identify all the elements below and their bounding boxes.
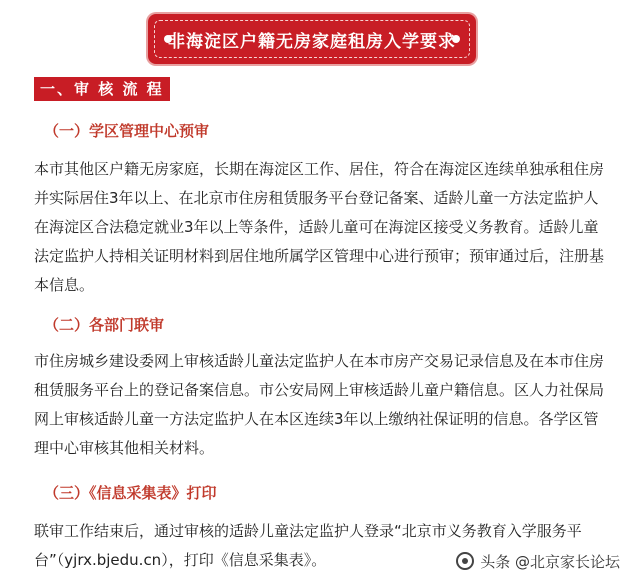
step-3-heading: （三）《信息采集表》打印 [44,484,217,502]
watermark-text: 头条 @北京家长论坛 [480,552,620,571]
step-2-heading: （二）各部门联审 [44,316,165,334]
step-2-body: 市住房城乡建设委网上审核适龄儿童法定监护人在本市房产交易记录信息及在本市住房租赁服务平台上的登记备案信息。市公安局网上审核适龄儿童户籍信息。区人力社保局网上审核适龄儿童一方法定监护人在本区连续3年以上缴纳社保证明的信息。各学区管理中心审核其他相关材料。 [34,352,605,457]
step-1-body: 本市其他区户籍无房家庭，长期在海淀区工作、居住，符合在海淀区连续单独承租住房并实际居住3年以上、在北京市住房租赁服务平台登记备案、适龄儿童一方法定监护人在海淀区合法稳定就业3年以上等条件，适龄儿童可在海淀区接受义务教育。适龄儿童法定监护人持相关证明材料到居住地所属学区管理中心进行预审；预审通过后，注册基本信息。 [34,160,605,294]
step-3-body: 联审工作结束后，通过审核的适龄儿童法定监护人登录“北京市义务教育入学服务平台”（yjrx.bjedu.cn），打印《信息采集表》。 [34,522,582,569]
step-1-heading: （一）学区管理中心预审 [44,122,210,140]
title-banner [148,14,476,64]
toutiao-icon [456,552,474,570]
page-title: 非海淀区户籍无房家庭租房入学要求 [168,31,456,52]
watermark [450,547,626,575]
section-title: 一、审 核 流 程 [34,77,170,101]
